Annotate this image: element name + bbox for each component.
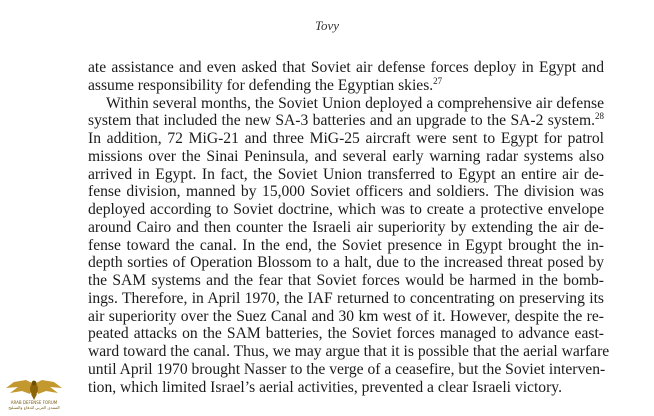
text-line: deployed according to Soviet doctrine, which was to create a protective envelope [88, 201, 604, 218]
text-line: fense toward the canal. In the end, the Soviet presence in Egypt brought the in- [88, 236, 604, 254]
footnote-ref: 28 [595, 111, 604, 122]
text-line: tion, which limited Israel’s aerial activities, prevented a clear Israeli victory. [88, 378, 562, 396]
text-line: the SAM systems and the fear that Soviet forces would be harmed in the bomb- [88, 272, 604, 289]
text-line: air superiority over the Suez Canal and 30 km west of it. However, despite the re- [88, 307, 604, 325]
watermark-caption: ARAB DEFENSE FORUM المنتدى العربي للدفاع والتسليح [8, 400, 60, 410]
text-line: assume responsibility for defending the Egyptian skies.$^{27}$ [88, 75, 443, 94]
text-line: ate assistance and even asked that Soviet air defense forces deploy in Egypt and [88, 59, 604, 76]
running-head: Tovy [314, 18, 340, 33]
text-line: system that included the new SA-3 batteries and an upgrade to the SA-2 system.$^{28}$ [88, 111, 604, 130]
text-line: peated attacks on the SAM batteries, the Soviet forces managed to advance east- [88, 325, 604, 343]
body-text [88, 59, 610, 396]
text-line: ings. Therefore, in April 1970, the IAF returned to concentrating on preserving its [88, 289, 604, 307]
text-line: arrived in Egypt. In fact, the Soviet Union transferred to Egypt an entire air de- [88, 165, 604, 183]
text-line: depth sorties of Operation Blossom to a halt, due to the increased threat posed by [88, 254, 604, 272]
text-line: fense division, manned by 15,000 Soviet officers and soldiers. The division was [88, 183, 604, 201]
text-line: In addition, 72 MiG-21 and three MiG-25 aircraft were sent to Egypt for patrol [88, 130, 604, 147]
text-line: missions over the Sinai Peninsula, and several early warning radar systems also [88, 147, 604, 165]
text-line: Within several months, the Soviet Union deployed a comprehensive air defense [106, 94, 604, 112]
text-line: ward toward the canal. Thus, we may argue that it is possible that the aerial warfare [88, 343, 610, 360]
text-line: until April 1970 brought Nasser to the verge of a ceasefire, but the Soviet interven- [88, 360, 606, 378]
footnote-ref: 27 [433, 75, 443, 86]
text-line: around Cairo and then counter the Israeli air superiority by extending the air de- [88, 218, 604, 236]
